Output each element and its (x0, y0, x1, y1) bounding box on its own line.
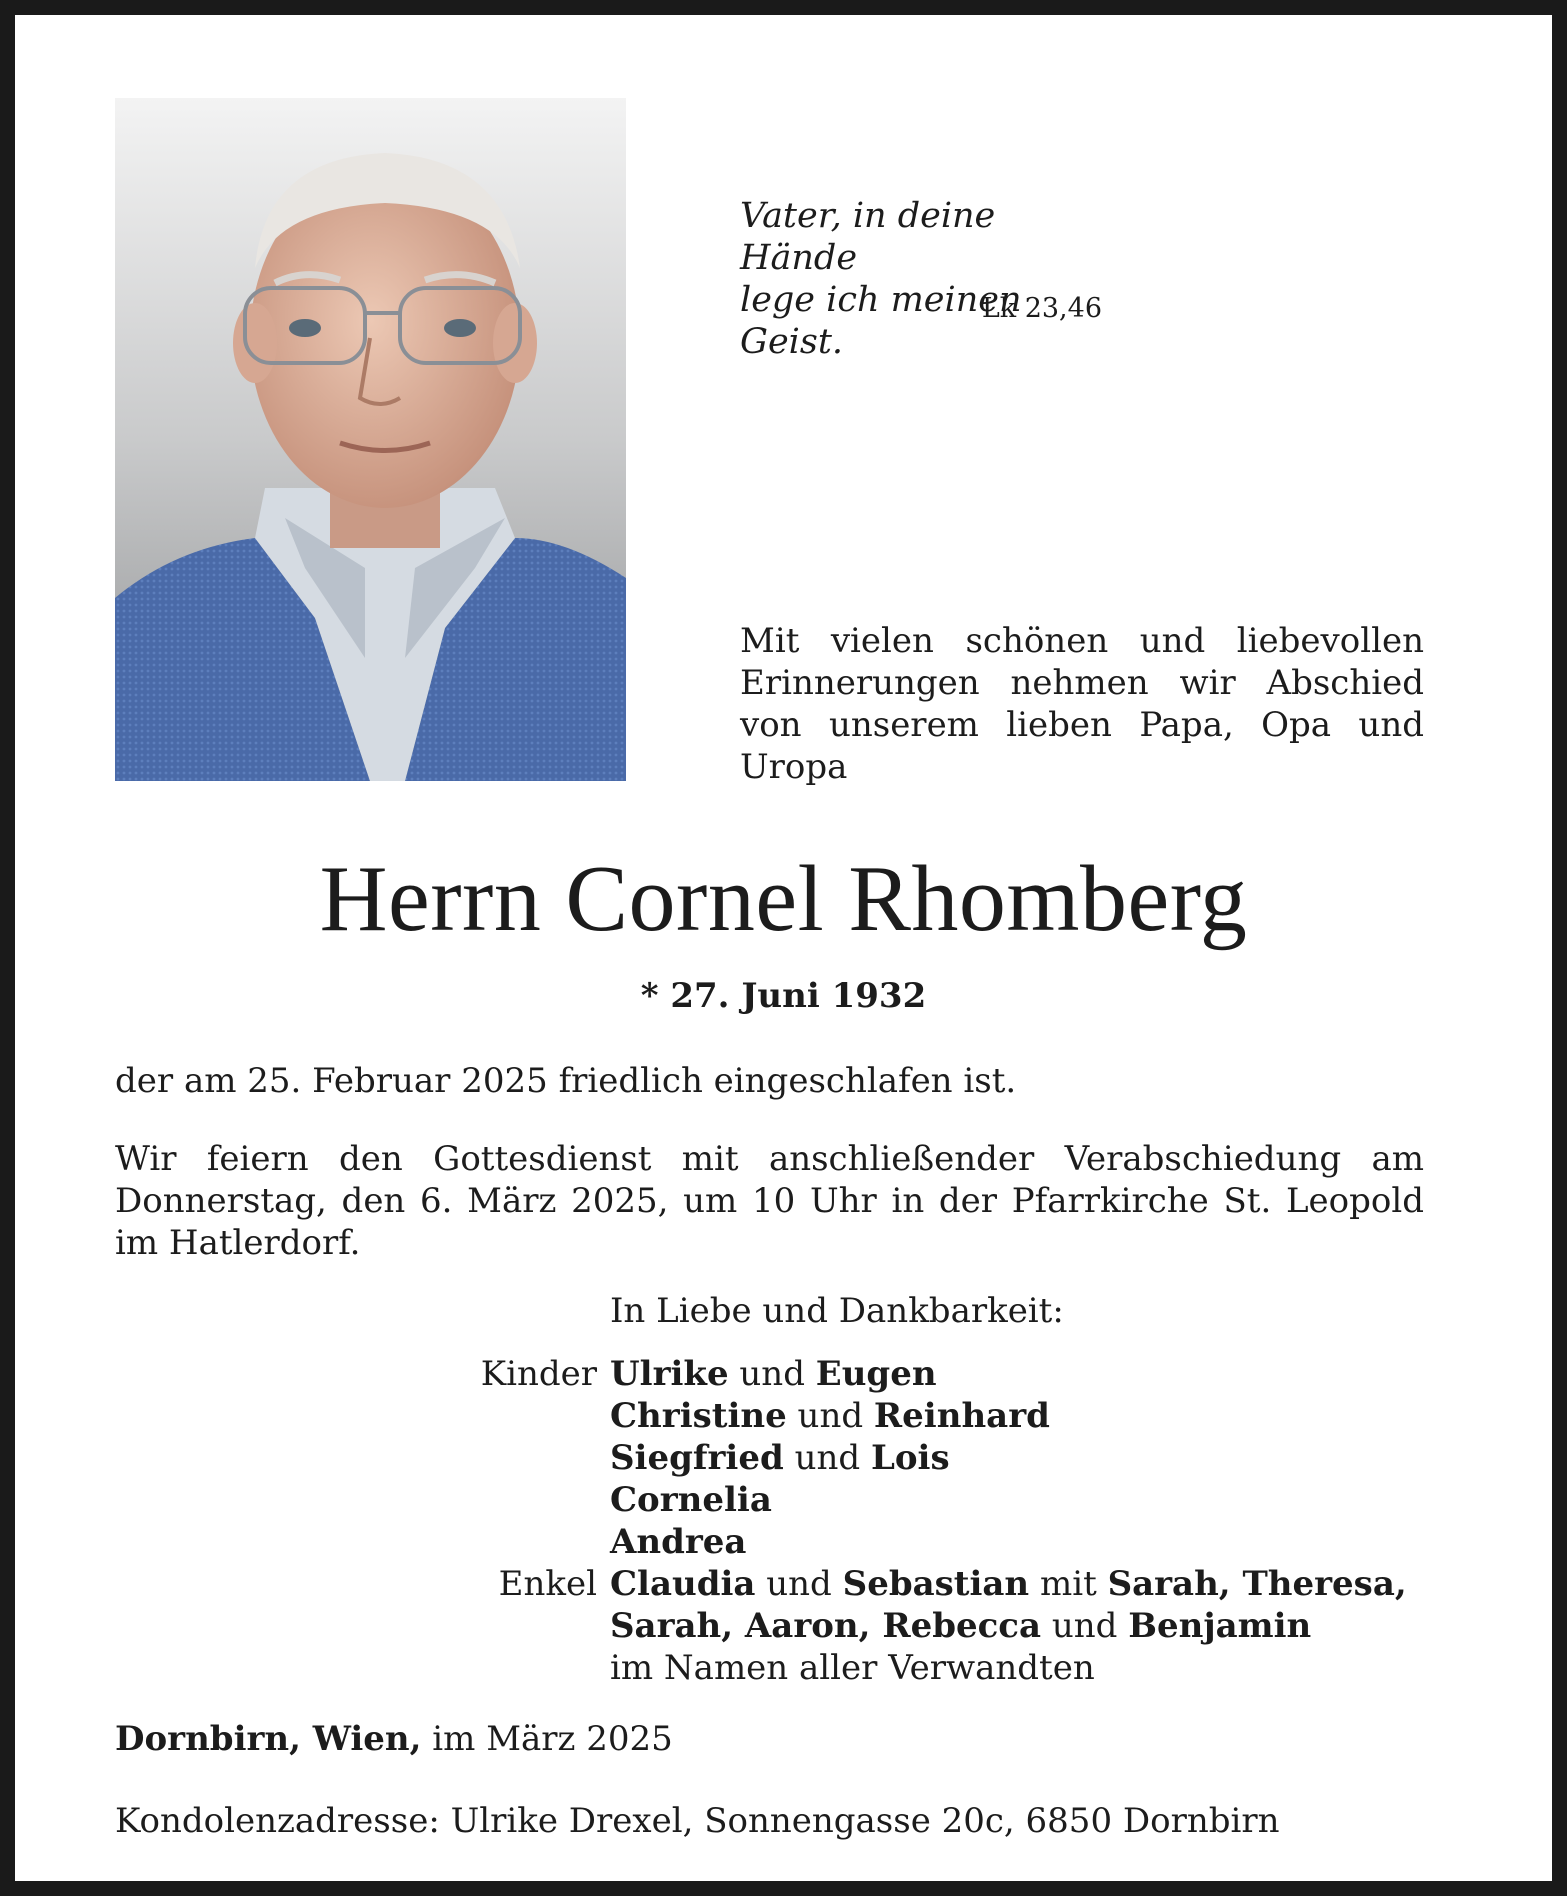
grandchild-name: Claudia (610, 1564, 756, 1604)
great-grandchild-name: Benjamin (1128, 1606, 1312, 1646)
with-word: mit (1039, 1564, 1097, 1604)
grandchild-partner-name: Sebastian (842, 1564, 1030, 1604)
grandchildren-line (610, 1563, 1440, 1605)
and-word: und (766, 1564, 832, 1604)
relatives-line: im Namen aller Verwandten (610, 1648, 1095, 1688)
children-label: Kinder (480, 1354, 597, 1394)
place-date-line (115, 1718, 1435, 1760)
children-line (610, 1353, 1440, 1395)
and-word: und (797, 1396, 864, 1436)
and-word: und (794, 1438, 861, 1478)
great-grandchildren-names: Sarah, Theresa, (1107, 1564, 1407, 1604)
places: Dornbirn, Wien, (115, 1719, 422, 1759)
children-line (610, 1521, 1440, 1563)
verse-line-2: lege ich meinen Geist. (740, 280, 1022, 362)
child-name: Christine (610, 1396, 787, 1436)
condolence-address: Kondolenzadresse: Ulrike Drexel, Sonnengasse 20c, 6850 Dornbirn (115, 1801, 1280, 1841)
child-name: Andrea (610, 1522, 747, 1562)
child-partner-name: Lois (870, 1438, 950, 1478)
closing-date: im März 2025 (432, 1719, 673, 1759)
verse-reference: Lk 23,46 (981, 293, 1102, 324)
grandchildren-label: Enkel (498, 1564, 597, 1604)
child-name: Cornelia (610, 1480, 772, 1520)
children-line (610, 1479, 1440, 1521)
thanks-line: In Liebe und Dankbarkeit: (610, 1291, 1064, 1331)
child-partner-name: Reinhard (873, 1396, 1050, 1436)
portrait-illustration (115, 98, 626, 781)
intro-text: Mit vielen schönen und liebevollen Erinnerungen nehmen wir Abschied von unserem lieben Papa, Opa und Uropa (740, 621, 1424, 787)
bible-verse (740, 195, 1120, 363)
portrait-photo (115, 98, 626, 781)
and-word: und (739, 1354, 805, 1394)
birth-date: * 27. Juni 1932 (640, 976, 927, 1016)
children-line (610, 1437, 1440, 1479)
children-line (610, 1395, 1440, 1437)
child-name: Ulrike (610, 1354, 729, 1394)
verse-line-1: Vater, in deine Hände (740, 196, 996, 278)
and-word: und (1051, 1606, 1118, 1646)
child-partner-name: Eugen (815, 1354, 937, 1394)
deceased-name: Herrn Cornel Rhomberg (319, 847, 1248, 951)
death-line: der am 25. Februar 2025 friedlich eingeschlafen ist. (115, 1061, 1017, 1101)
service-info: Wir feiern den Gottesdienst mit anschließender Verabschiedung am Donnerstag, den 6. März 2025, um 10 Uhr in der Pfarrkirche St. Leopold im Hatlerdorf. (115, 1139, 1424, 1263)
great-grandchildren-names: Sarah, Aaron, Rebecca (610, 1606, 1042, 1646)
grandchildren-line (610, 1605, 1440, 1647)
child-name: Siegfried (610, 1438, 784, 1478)
